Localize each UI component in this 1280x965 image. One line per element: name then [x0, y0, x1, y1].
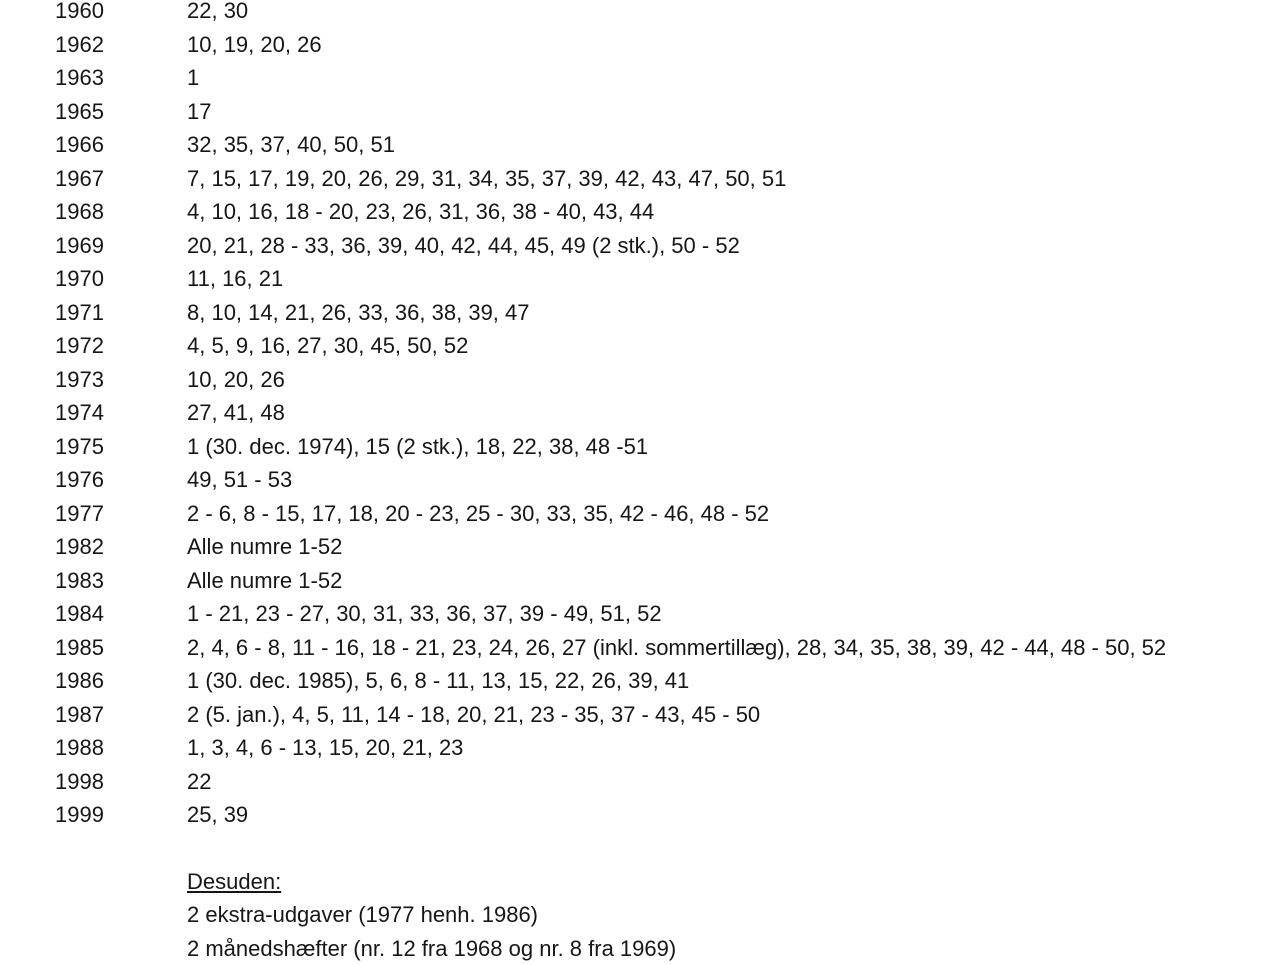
- table-row: [55, 597, 1280, 631]
- issues-cell: 11, 16, 21: [187, 262, 283, 296]
- year-issue-list: [55, 0, 1280, 832]
- table-row: [55, 664, 1280, 698]
- year-cell: 1977: [55, 497, 187, 531]
- issues-cell: 22: [187, 765, 211, 799]
- table-row: [55, 162, 1280, 196]
- issues-cell: 10, 19, 20, 26: [187, 28, 322, 62]
- issues-cell: 20, 21, 28 - 33, 36, 39, 40, 42, 44, 45, 49 (2 stk.), 50 - 52: [187, 229, 740, 263]
- year-cell: 1963: [55, 61, 187, 95]
- issues-cell: 2 - 6, 8 - 15, 17, 18, 20 - 23, 25 - 30, 33, 35, 42 - 46, 48 - 52: [187, 497, 769, 531]
- year-cell: 1983: [55, 564, 187, 598]
- table-row: [55, 530, 1280, 564]
- issues-cell: 4, 5, 9, 16, 27, 30, 45, 50, 52: [187, 329, 468, 363]
- extra-line: 2 ekstra-udgaver (1977 henh. 1986): [187, 898, 1280, 932]
- table-row: [55, 329, 1280, 363]
- year-cell: 1988: [55, 731, 187, 765]
- year-cell: 1965: [55, 95, 187, 129]
- year-cell: 1970: [55, 262, 187, 296]
- issues-cell: 25, 39: [187, 798, 248, 832]
- document-page: [55, 0, 1280, 965]
- year-cell: 1962: [55, 28, 187, 62]
- issues-cell: 27, 41, 48: [187, 396, 285, 430]
- table-row: [55, 396, 1280, 430]
- year-cell: 1985: [55, 631, 187, 665]
- issues-cell: Alle numre 1-52: [187, 564, 342, 598]
- year-cell: 1986: [55, 664, 187, 698]
- table-row: [55, 731, 1280, 765]
- table-row: [55, 363, 1280, 397]
- year-cell: 1975: [55, 430, 187, 464]
- year-cell: 1968: [55, 195, 187, 229]
- issues-cell: 1 (30. dec. 1985), 5, 6, 8 - 11, 13, 15, 22, 26, 39, 41: [187, 664, 689, 698]
- table-row: [55, 430, 1280, 464]
- extra-lines: [187, 898, 1280, 965]
- table-row: [55, 296, 1280, 330]
- issues-cell: 2 (5. jan.), 4, 5, 11, 14 - 18, 20, 21, 23 - 35, 37 - 43, 45 - 50: [187, 698, 760, 732]
- table-row: [55, 262, 1280, 296]
- year-cell: 1966: [55, 128, 187, 162]
- table-row: [55, 631, 1280, 665]
- issues-cell: 8, 10, 14, 21, 26, 33, 36, 38, 39, 47: [187, 296, 530, 330]
- year-cell: 1967: [55, 162, 187, 196]
- year-cell: 1974: [55, 396, 187, 430]
- table-row: [55, 798, 1280, 832]
- year-cell: 1972: [55, 329, 187, 363]
- year-cell: 1971: [55, 296, 187, 330]
- extra-section: [187, 865, 1280, 965]
- year-cell: 1987: [55, 698, 187, 732]
- issues-cell: 1, 3, 4, 6 - 13, 15, 20, 21, 23: [187, 731, 463, 765]
- issues-cell: 7, 15, 17, 19, 20, 26, 29, 31, 34, 35, 37, 39, 42, 43, 47, 50, 51: [187, 162, 786, 196]
- issues-cell: 32, 35, 37, 40, 50, 51: [187, 128, 395, 162]
- table-row: [55, 195, 1280, 229]
- table-row: [55, 229, 1280, 263]
- year-cell: 1998: [55, 765, 187, 799]
- year-cell: 1982: [55, 530, 187, 564]
- year-cell: 1969: [55, 229, 187, 263]
- issues-cell: Alle numre 1-52: [187, 530, 342, 564]
- table-row: [55, 28, 1280, 62]
- table-row: [55, 564, 1280, 598]
- year-cell: 1960: [55, 0, 187, 28]
- table-row: [55, 0, 1280, 28]
- table-row: [55, 128, 1280, 162]
- extra-line: 2 månedshæfter (nr. 12 fra 1968 og nr. 8 fra 1969): [187, 932, 1280, 965]
- extra-heading: Desuden:: [187, 865, 1280, 899]
- year-cell: 1999: [55, 798, 187, 832]
- table-row: [55, 765, 1280, 799]
- issues-cell: 22, 30: [187, 0, 248, 28]
- year-cell: 1976: [55, 463, 187, 497]
- issues-cell: 1: [187, 61, 199, 95]
- table-row: [55, 95, 1280, 129]
- issues-cell: 4, 10, 16, 18 - 20, 23, 26, 31, 36, 38 - 40, 43, 44: [187, 195, 654, 229]
- issues-cell: 1 (30. dec. 1974), 15 (2 stk.), 18, 22, 38, 48 -51: [187, 430, 648, 464]
- issues-cell: 1 - 21, 23 - 27, 30, 31, 33, 36, 37, 39 - 49, 51, 52: [187, 597, 662, 631]
- year-cell: 1973: [55, 363, 187, 397]
- issues-cell: 10, 20, 26: [187, 363, 285, 397]
- table-row: [55, 698, 1280, 732]
- table-row: [55, 463, 1280, 497]
- table-row: [55, 61, 1280, 95]
- year-cell: 1984: [55, 597, 187, 631]
- issues-cell: 49, 51 - 53: [187, 463, 292, 497]
- issues-cell: 2, 4, 6 - 8, 11 - 16, 18 - 21, 23, 24, 26, 27 (inkl. sommertillæg), 28, 34, 35, 38, 39, 42 - 44, 48 - 50, 52: [187, 631, 1166, 665]
- table-row: [55, 497, 1280, 531]
- issues-cell: 17: [187, 95, 211, 129]
